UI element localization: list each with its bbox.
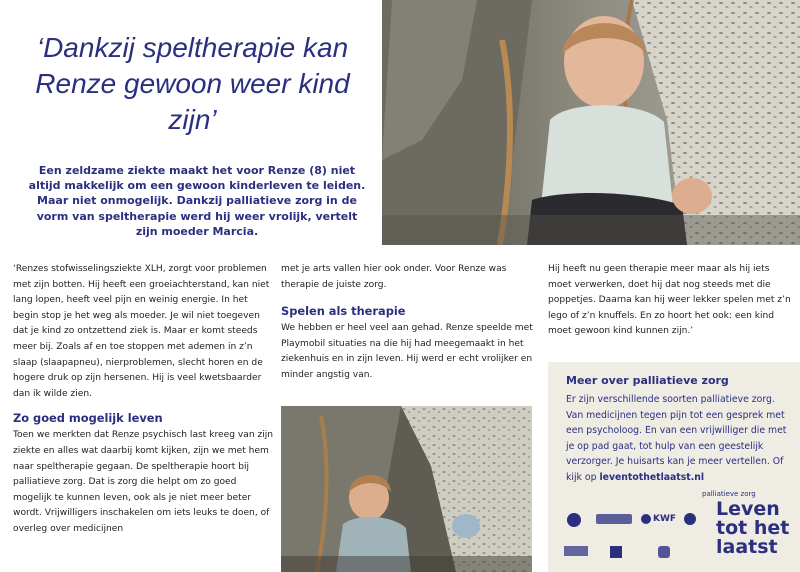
partner-logo-1-icon	[567, 513, 581, 527]
partner-logo-7-icon	[658, 546, 670, 558]
info-box-body: Er zijn verschillende soorten palliatieve zorg. Van medicijnen tegen pijn tot een gesprek met een psycholoog. En van een vrijwilliger die met je op pad gaat, tot hulp van een geestelijk verzorger. Je huisarts kan je meer vertellen. Of kijk op	[566, 394, 787, 483]
hero-photo-illustration	[382, 0, 800, 245]
partner-logos	[558, 508, 708, 568]
article-column-1	[13, 262, 275, 538]
brand-logo-line-3: laatst	[716, 536, 778, 558]
col2-paragraph-1: met je arts vallen hier ook onder. Voor Renze was therapie de juiste zorg.	[281, 264, 507, 290]
partner-logo-6-icon	[610, 546, 622, 558]
brand-tagline: palliatieve zorg	[702, 490, 756, 498]
website-link[interactable]: leventothetlaatst.nl	[599, 471, 705, 483]
intro-text: Een zeldzame ziekte maakt het voor Renze (8) niet altijd makkelijk om een gewoon kinderleven te leiden. Maar niet onmogelijk. Dankzij palliatieve zorg in de vorm van speltherapie werd hij weer vrolijk, vertelt zijn moeder Marcia.	[28, 164, 366, 238]
brand-logo-line-2: tot het	[716, 517, 790, 539]
partner-logo-4-icon	[684, 513, 696, 525]
second-photo-illustration	[281, 406, 532, 572]
info-box-text	[566, 392, 790, 485]
brand-logo	[716, 500, 789, 557]
partner-logo-5-icon	[564, 546, 588, 556]
article-column-3	[548, 262, 794, 340]
col3-paragraph-1: Hij heeft nu geen therapie meer maar als hij iets moet verwerken, doet hij dat nog steeds met die poppetjes. Daarna kan hij weer lekker spelen met z’n lego of z’n knuffels. En zo hoort het ook: een kind moet gewoon kind kunnen zijn.’	[548, 264, 791, 337]
partner-logo-2-icon	[596, 514, 632, 524]
col1-paragraph-1: ‘Renzes stofwisselingsziekte XLH, zorgt voor problemen met zijn botten. Hij heeft een groeiachterstand, kan niet lang lopen, heeft veel pijn en weinig energie. In het begin stop je het weg als moeder. Je wil niet toegeven dat je kind zo ontzettend ziek is. Maar er komt steeds meer bij. Zoals af en toe stoppen met ademen in z’n slaap (slaapapneu), nierproblemen, slecht horen en de hogere druk op zijn hersenen. Hij is veel kwetsbaarder dan ik wilde zien.	[13, 264, 270, 399]
partner-logo-kwf-icon	[641, 514, 651, 524]
col1-paragraph-2: Toen we merkten dat Renze psychisch last kreeg van zijn ziekte en alles wat daarbij komt kijken, zijn we met hem naar speltherapie gegaan. De speltherapie hoort bij palliatieve zorg. Dat is zorg die helpt om zo goed mogelijk te kunnen leven, ook als je niet meer beter wordt. Vrijwilligers inschakelen om iets leuks te doen, of overleg over medicijnen	[13, 430, 274, 534]
brand-logo-line-1: Leven	[716, 498, 780, 520]
second-photo	[281, 406, 532, 572]
hero-photo	[382, 0, 800, 245]
article-column-2	[281, 262, 543, 384]
section-heading-zo-goed-mogelijk-leven: Zo goed mogelijk leven	[13, 411, 163, 426]
col2-paragraph-2: We hebben er heel veel aan gehad. Renze speelde met Playmobil situaties na die hij had meegemaakt in het ziekenhuis en in zijn leven. Hij werd er echt vrolijker en minder angstig van.	[281, 323, 533, 380]
headline: ‘Dankzij speltherapie kan Renze gewoon weer kind zijn’	[35, 32, 350, 135]
partner-kwf-label: KWF	[653, 514, 677, 524]
info-box-title: Meer over palliatieve zorg	[566, 374, 729, 387]
section-heading-spelen-als-therapie: Spelen als therapie	[281, 304, 406, 319]
